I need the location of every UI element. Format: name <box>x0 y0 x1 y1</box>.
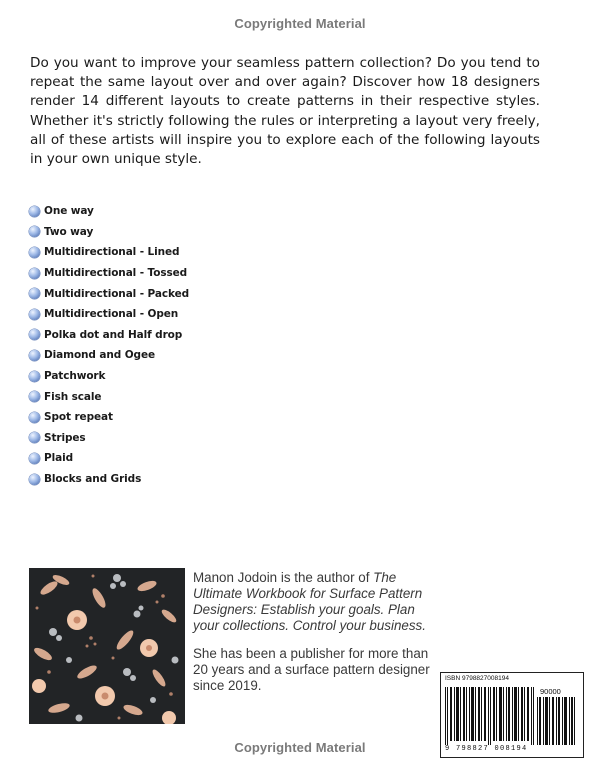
isbn-label: ISBN 9798827008194 <box>445 675 509 682</box>
list-item <box>29 366 189 387</box>
barcode-addon-bars <box>537 697 577 745</box>
bullet-icon <box>29 474 40 485</box>
bullet-icon <box>29 226 40 237</box>
bio-intro-text: Manon Jodoin is the author of <box>193 570 374 585</box>
bullet-icon <box>29 329 40 340</box>
list-item <box>29 386 189 407</box>
intro-paragraph: Do you want to improve your seamless pattern collection? Do you tend to repeat the same layout over and over again? Discover how 18 designers render 14 different layouts to create patterns in their respective styles. Whether it's strictly following the rules or interpreting a layout very freely, all of these artists will inspire you to explore each of the following layouts in your own unique style. <box>30 55 540 168</box>
list-item-label: Diamond and Ogee <box>44 349 156 362</box>
watermark-bottom: Copyrighted Material <box>234 740 366 755</box>
list-item-label: Spot repeat <box>44 411 113 424</box>
list-item-label: Stripes <box>44 431 86 444</box>
list-item-label: One way <box>44 205 94 218</box>
list-item-label: Multidirectional - Lined <box>44 246 180 259</box>
bullet-icon <box>29 453 40 464</box>
list-item <box>29 283 189 304</box>
bullet-icon <box>29 412 40 423</box>
list-item-label: Fish scale <box>44 390 102 403</box>
barcode-bars <box>445 687 535 745</box>
watermark-top: Copyrighted Material <box>234 16 366 31</box>
bullet-icon <box>29 350 40 361</box>
list-item-label: Multidirectional - Open <box>44 308 179 321</box>
bio-paragraph-1 <box>193 570 433 634</box>
bullet-icon <box>29 432 40 443</box>
bullet-icon <box>29 309 40 320</box>
list-item <box>29 428 189 449</box>
author-bio <box>193 570 433 706</box>
bullet-icon <box>29 268 40 279</box>
barcode-digits: 9 798827 008194 <box>445 745 528 753</box>
list-item-label: Multidirectional - Packed <box>44 287 190 300</box>
list-item <box>29 469 189 490</box>
list-item-label: Polka dot and Half drop <box>44 328 183 341</box>
bio-paragraph-2: She has been a publisher for more than 20 years and a surface pattern designer since 2019. <box>193 646 430 693</box>
floral-pattern-art <box>29 568 185 724</box>
floral-pattern-image <box>29 568 185 724</box>
list-item-label: Blocks and Grids <box>44 473 142 486</box>
bullet-icon <box>29 391 40 402</box>
book-title: The Ultimate Workbook for Surface Pattern Designers: Establish your goals. Plan your collections. Control your business. <box>193 570 426 633</box>
list-item <box>29 263 189 284</box>
layouts-list <box>29 201 189 489</box>
list-item <box>29 345 189 366</box>
list-item <box>29 242 189 263</box>
list-item-label: Patchwork <box>44 370 106 383</box>
list-item-label: Plaid <box>44 452 73 465</box>
list-item <box>29 448 189 469</box>
list-item <box>29 201 189 222</box>
list-item-label: Multidirectional - Tossed <box>44 267 188 280</box>
bullet-icon <box>29 288 40 299</box>
bullet-icon <box>29 247 40 258</box>
list-item <box>29 304 189 325</box>
list-item <box>29 407 189 428</box>
bullet-icon <box>29 371 40 382</box>
list-item-label: Two way <box>44 225 94 238</box>
list-item <box>29 325 189 346</box>
price-code: 90000 <box>540 687 561 696</box>
bullet-icon <box>29 206 40 217</box>
list-item <box>29 222 189 243</box>
